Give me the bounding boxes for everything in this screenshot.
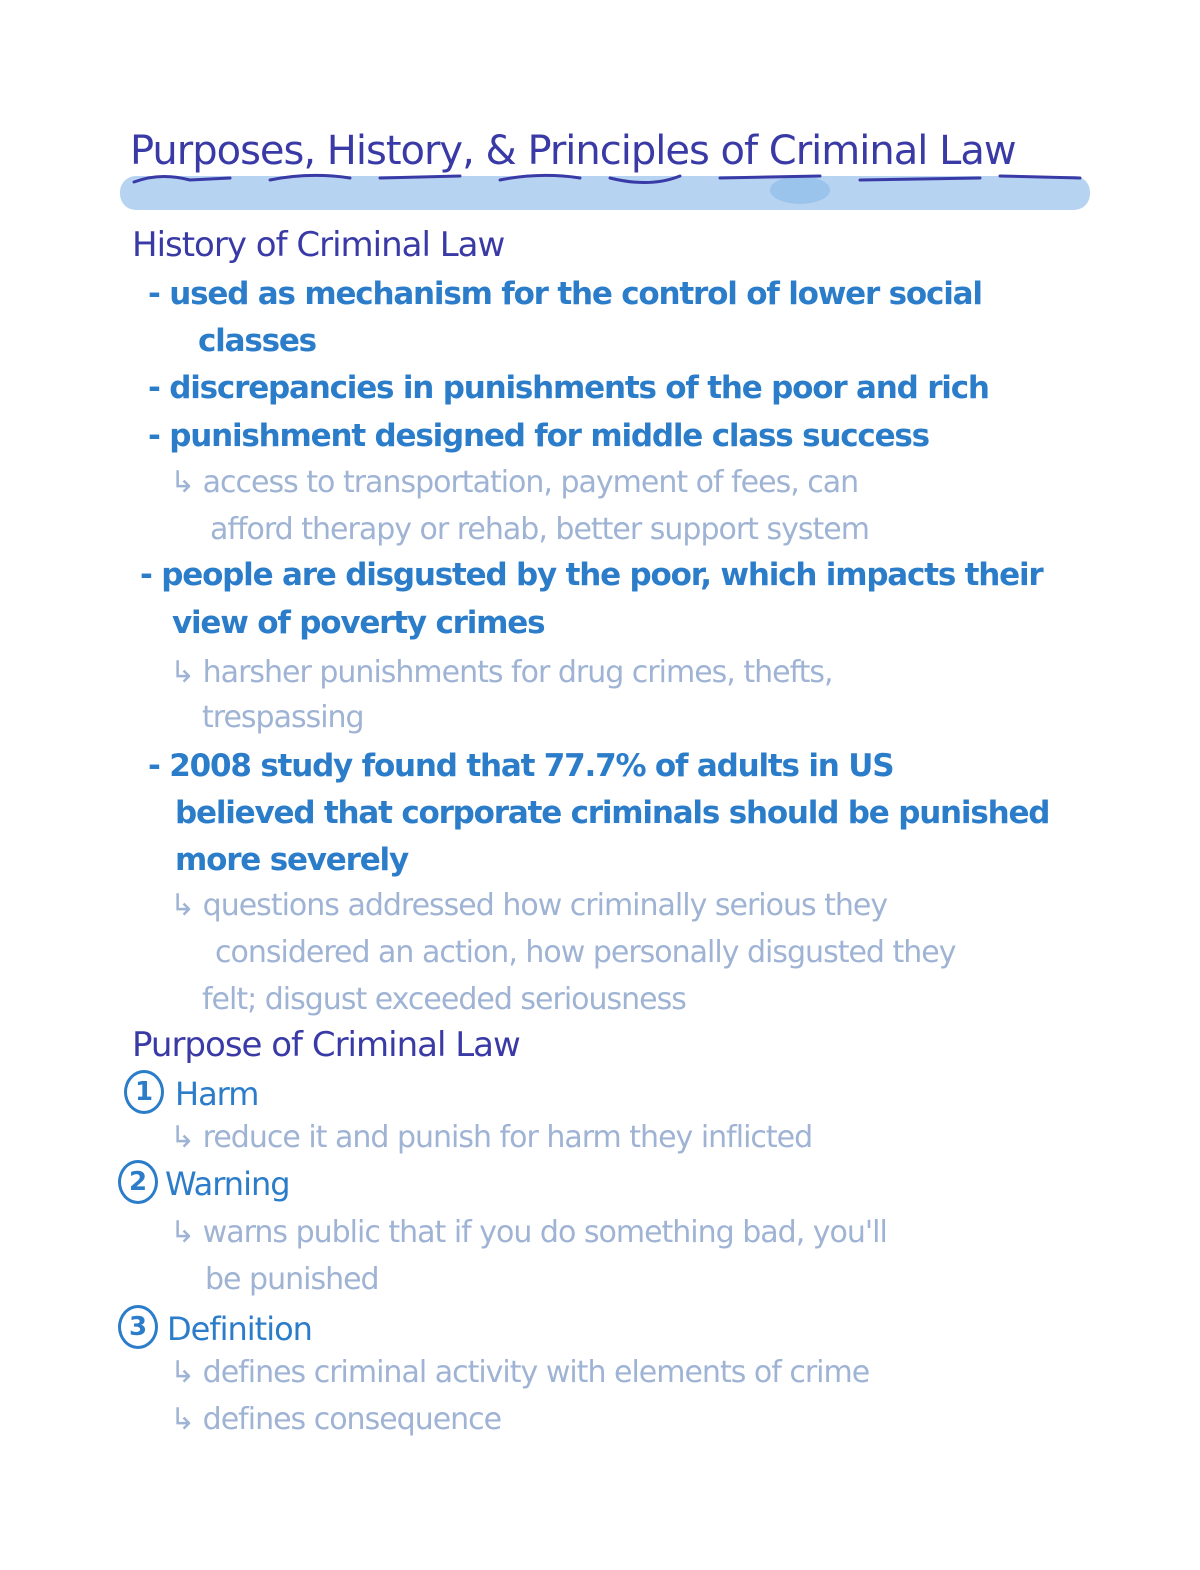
history-bullet-5-line-1: - 2008 study found that 77.7% of adults in US [148, 748, 894, 784]
item-3-number: 3 [118, 1305, 158, 1349]
purpose-heading: Purpose of Criminal Law [132, 1025, 520, 1065]
history-bullet-4-line-2: view of poverty crimes [172, 605, 545, 641]
item-2-note-1: ↳ warns public that if you do something bad, you'll [170, 1215, 887, 1250]
history-note-5-line-2: considered an action, how personally disgusted they [215, 935, 956, 970]
history-bullet-5-line-3: more severely [175, 842, 408, 878]
history-note-5-line-3: felt; disgust exceeded seriousness [202, 982, 686, 1017]
page-title: Purposes, History, & Principles of Criminal Law [130, 128, 1016, 174]
item-3-note-1: ↳ defines criminal activity with elements of crime [170, 1355, 870, 1390]
item-1-number: 1 [124, 1070, 164, 1114]
history-bullet-1-line-2: classes [198, 323, 316, 359]
item-2-note-2: be punished [205, 1262, 379, 1297]
history-note-3-line-2: afford therapy or rehab, better support system [210, 512, 869, 547]
history-bullet-1-line-1: - used as mechanism for the control of lower social [148, 276, 982, 312]
item-3-label: Definition [167, 1310, 312, 1348]
title-highlight [120, 168, 1090, 212]
history-bullet-4-line-1: - people are disgusted by the poor, which impacts their [140, 557, 1043, 593]
item-1-label: Harm [175, 1075, 259, 1113]
history-note-5-line-1: ↳ questions addressed how criminally serious they [170, 888, 888, 923]
history-bullet-2: - discrepancies in punishments of the poor and rich [148, 370, 989, 406]
history-bullet-3: - punishment designed for middle class success [148, 418, 929, 454]
item-1-note-1: ↳ reduce it and punish for harm they inflicted [170, 1120, 813, 1155]
history-heading: History of Criminal Law [132, 225, 505, 265]
history-note-3-line-1: ↳ access to transportation, payment of fees, can [170, 465, 859, 500]
history-note-4-line-2: trespassing [202, 700, 364, 735]
item-2-number: 2 [118, 1160, 158, 1204]
history-note-4-line-1: ↳ harsher punishments for drug crimes, thefts, [170, 655, 833, 690]
item-2-label: Warning [165, 1165, 290, 1203]
item-3-note-2: ↳ defines consequence [170, 1402, 502, 1437]
history-bullet-5-line-2: believed that corporate criminals should be punished [175, 795, 1050, 831]
